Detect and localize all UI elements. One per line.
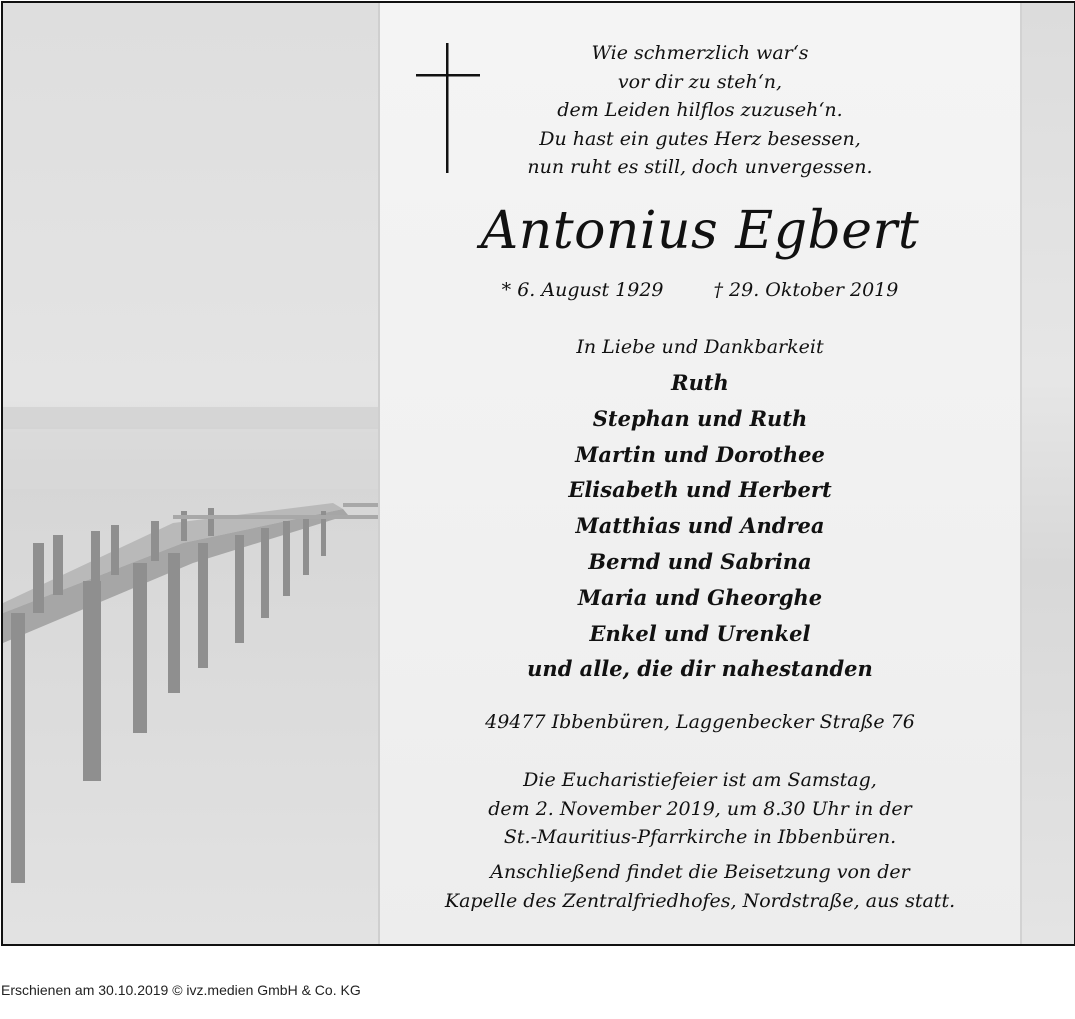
life-dates [400,276,1000,304]
service-line: dem 2. November 2019, um 8.30 Uhr in der [488,797,912,820]
mourner-name: Ruth [671,370,729,395]
burial-line: Kapelle des Zentralfriedhofes, Nordstraße, aus statt. [444,889,956,912]
obituary-notice [1,1,1075,946]
death-date: † 29. Oktober 2019 [713,279,899,301]
poem-line: Wie schmerzlich war‘s [591,42,809,64]
poem-line: dem Leiden hilflos zuzuseh‘n. [557,99,843,121]
deceased-name: Antonius Egbert [480,201,920,261]
mourner-name: Martin und Dorothee [575,441,825,467]
service-line: Die Eucharistiefeier ist am Samstag, [523,769,877,791]
poem-line: nun ruht es still, doch unvergessen. [527,156,873,178]
service-info [400,766,1000,852]
burial-line: Anschließend findet die Beisetzung von der [490,861,910,883]
birth-date: * 6. August 1929 [501,279,664,301]
text-panel [378,3,1022,944]
poem-line: Du hast ein gutes Herz besessen, [539,127,861,150]
mourner-name: und alle, die dir nahestanden [527,656,873,682]
mourner-name: Maria und Gheorghe [577,584,823,610]
publication-credit: Erschienen am 30.10.2019 © ivz.medien GmbH & Co. KG [1,982,361,998]
background-strip [1018,3,1074,944]
mourner-name: Bernd und Sabrina [588,548,812,574]
address: 49477 Ibbenbüren, Laggenbecker Straße 76 [485,711,915,733]
mourner-name: Stephan und Ruth [592,405,808,431]
burial-info [400,858,1000,915]
mourners-intro: In Liebe und Dankbarkeit [576,336,824,358]
mourners-list [400,365,1000,687]
mourner-name: Matthias und Andrea [575,513,825,539]
pier-lake-image [3,3,378,944]
poem [400,39,1000,182]
mourner-name: Enkel und Urenkel [589,620,811,646]
service-line: St.-Mauritius-Pfarrkirche in Ibbenbüren. [503,826,897,848]
poem-line: vor dir zu steh‘n, [617,70,783,93]
mourner-name: Elisabeth und Herbert [568,477,832,503]
